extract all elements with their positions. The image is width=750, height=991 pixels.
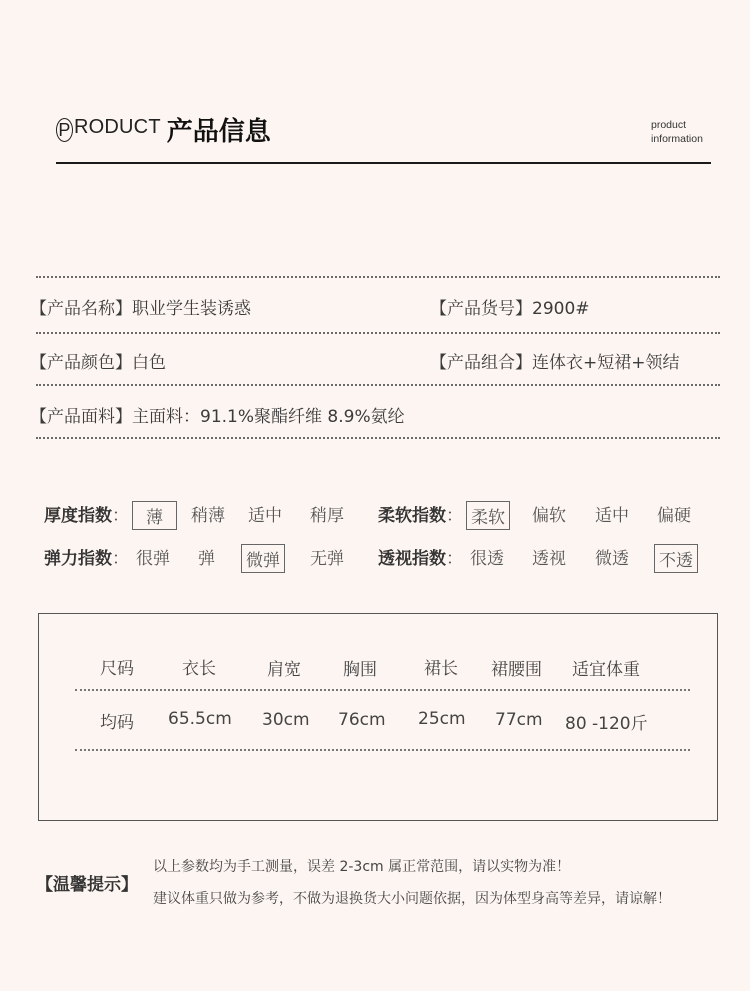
- elasticity-option-very-elastic: 很弹: [136, 549, 170, 569]
- transparency-option-slightly-sheer: 微透: [595, 549, 629, 569]
- info-label: 【产品名称】: [30, 299, 132, 319]
- elasticity-option-slight: 微弹: [241, 544, 285, 573]
- info-product-fabric: [30, 402, 405, 427]
- elasticity-index-label: 弹力指数：: [44, 549, 129, 569]
- softness-option-rather-hard: 偏硬: [657, 506, 691, 526]
- page-title: 产品信息: [166, 116, 271, 147]
- table-header-cell: 胸围: [343, 660, 377, 680]
- tips-line-1: 以上参数均为手工测量，误差 2-3cm 属正常范围，请以实物为准！: [153, 859, 571, 875]
- tips-line-2: 建议体重只做为参考，不做为退换货大小问题依据，因为体型身高等差异，请谅解！: [153, 891, 671, 907]
- brand-sub-line1: product: [651, 119, 687, 131]
- table-cell: 25cm: [418, 709, 466, 729]
- transparency-option-very-sheer: 很透: [470, 549, 504, 569]
- softness-option-rather-soft: 偏软: [532, 506, 566, 526]
- logo-text: RODUCT: [74, 116, 161, 138]
- table-header-cell: 适宜体重: [572, 660, 640, 680]
- info-product-code: [430, 294, 590, 319]
- info-label: 【产品货号】: [430, 299, 532, 319]
- table-header-cell: 肩宽: [267, 660, 301, 680]
- product-logo: [56, 116, 161, 142]
- transparency-option-opaque: 不透: [654, 544, 698, 573]
- table-dotted-divider: [75, 689, 690, 691]
- transparency-index-label: 透视指数：: [378, 549, 463, 569]
- info-product-color: [30, 348, 166, 373]
- info-value: 2900#: [532, 299, 590, 319]
- table-cell: 均码: [100, 713, 134, 733]
- table-dotted-divider: [75, 749, 690, 751]
- table-cell: 65.5cm: [168, 709, 232, 729]
- thickness-option-medium: 适中: [248, 506, 282, 526]
- elasticity-option-none: 无弹: [310, 549, 344, 569]
- tips-label: 【温馨提示】: [36, 875, 138, 895]
- dotted-divider: [36, 437, 720, 439]
- header-divider: [56, 162, 711, 164]
- softness-index-label: 柔软指数：: [378, 506, 463, 526]
- transparency-option-sheer: 透视: [532, 549, 566, 569]
- dotted-divider: [36, 384, 720, 386]
- brand-sub-line2: information: [651, 133, 703, 145]
- thickness-option-slightly-thin: 稍薄: [191, 506, 225, 526]
- brand-header: [56, 112, 271, 146]
- info-product-combo: [430, 348, 680, 373]
- table-header-cell: 裙腰围: [491, 660, 542, 680]
- table-cell: 30cm: [262, 710, 310, 730]
- info-label: 【产品面料】: [30, 407, 132, 427]
- info-value: 职业学生装诱惑: [132, 299, 251, 319]
- info-label: 【产品组合】: [430, 353, 532, 373]
- info-product-name: [30, 294, 251, 319]
- brand-subtitle: [651, 118, 703, 146]
- elasticity-option-elastic: 弹: [198, 549, 215, 569]
- info-label: 【产品颜色】: [30, 353, 132, 373]
- thickness-option-slightly-thick: 稍厚: [310, 506, 344, 526]
- table-header-cell: 裙长: [424, 659, 458, 679]
- info-value: 白色: [132, 353, 166, 373]
- logo-p-ring: P: [56, 118, 73, 142]
- info-value: 连体衣+短裙+领结: [532, 353, 680, 373]
- softness-option-soft: 柔软: [466, 501, 510, 530]
- thickness-option-thin: 薄: [132, 501, 177, 530]
- table-cell: 80 -120斤: [565, 714, 648, 734]
- info-value: 主面料：91.1%聚酯纤维 8.9%氨纶: [132, 407, 405, 427]
- table-header-cell: 衣长: [182, 659, 216, 679]
- softness-option-medium: 适中: [595, 506, 629, 526]
- table-cell: 77cm: [495, 710, 543, 730]
- thickness-index-label: 厚度指数：: [44, 506, 129, 526]
- dotted-divider: [36, 332, 720, 334]
- table-header-cell: 尺码: [100, 659, 134, 679]
- dotted-divider: [36, 276, 720, 278]
- table-cell: 76cm: [338, 710, 386, 730]
